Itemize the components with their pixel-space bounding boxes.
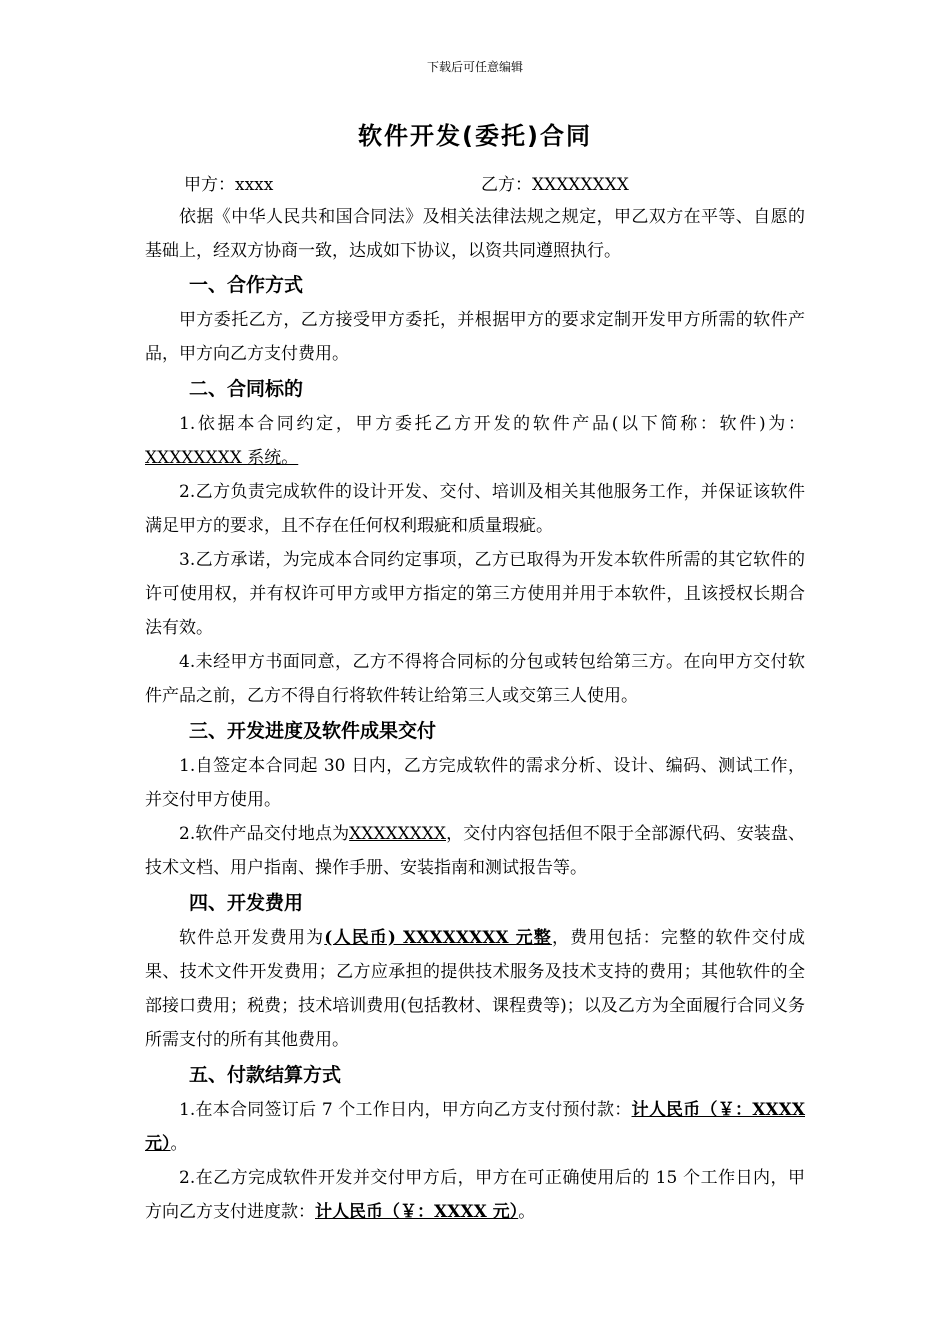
paragraph: 2.乙方负责完成软件的设计开发、交付、培训及相关其他服务工作，并保证该软件满足甲方的要求，且不存在任何权利瑕疵和质量瑕疵。 bbox=[145, 482, 805, 536]
section-payment bbox=[145, 1058, 805, 1229]
paragraph-text: 软件总开发费用为 bbox=[179, 928, 325, 948]
section-heading: 二、合同标的 bbox=[189, 378, 304, 400]
paragraph: 4.未经甲方书面同意，乙方不得将合同标的分包或转包给第三方。在向甲方交付软件产品之前，乙方不得自行将软件转让给第三人或交第三人使用。 bbox=[145, 652, 805, 706]
section-cooperation bbox=[145, 268, 805, 371]
paragraph: 3.乙方承诺，为完成本合同约定事项，乙方已取得为开发本软件所需的其它软件的许可使用权，并有权许可甲方或甲方指定的第三方使用并用于本软件，且该授权长期合法有效。 bbox=[145, 550, 805, 638]
section-heading: 一、合作方式 bbox=[189, 274, 304, 296]
contract-body bbox=[145, 200, 805, 1230]
paragraph-text: 。 bbox=[170, 1134, 188, 1154]
delivery-location-underlined: XXXXXXXX bbox=[349, 824, 446, 844]
preamble: 依据《中华人民共和国合同法》及相关法律法规之规定，甲乙双方在平等、自愿的基础上，经双方协商一致，达成如下协议，以资共同遵照执行。 bbox=[145, 207, 805, 261]
paragraph-text: 1.依据本合同约定，甲方委托乙方开发的软件产品(以下简称：软件)为： bbox=[179, 414, 805, 434]
paragraph-text: 2.在乙方完成软件开发并交付甲方后，甲方在可正确使用后的 15 个工作日内，甲方向乙方支付进度款： bbox=[145, 1168, 805, 1222]
paragraph bbox=[145, 407, 805, 475]
progress-payment-underlined: 计人民币（￥：XXXX 元） bbox=[315, 1202, 519, 1222]
section-heading: 四、开发费用 bbox=[189, 892, 304, 914]
paragraph bbox=[145, 1161, 805, 1229]
party-a: 甲方：xxxx bbox=[184, 175, 274, 195]
paragraph-text: 。 bbox=[518, 1202, 536, 1222]
paragraph bbox=[145, 1093, 805, 1161]
contract-title: 软件开发(委托)合同 bbox=[358, 122, 592, 150]
paragraph: 甲方委托乙方，乙方接受甲方委托，并根据甲方的要求定制开发甲方所需的软件产品，甲方向乙方支付费用。 bbox=[145, 310, 805, 364]
header-note: 下载后可任意编辑 bbox=[426, 60, 523, 74]
section-heading: 三、开发进度及软件成果交付 bbox=[189, 720, 437, 742]
section-fees bbox=[145, 886, 805, 1057]
paragraph: 1.自签定本合同起 30 日内，乙方完成软件的需求分析、设计、编码、测试工作，并交付甲方使用。 bbox=[145, 756, 805, 810]
parties-line bbox=[184, 170, 824, 194]
paragraph bbox=[145, 921, 805, 1057]
paragraph-text: ，费用包括：完整的软件交付成果、技术文件开发费用；乙方应承担的提供技术服务及技术支持的费用；其他软件的全部接口费用；税费；技术培训费用(包括教材、课程费等)；以及乙方为全面履行合同义务所需支付的所有其他费用。 bbox=[145, 928, 806, 1050]
section-heading: 五、付款结算方式 bbox=[189, 1064, 342, 1086]
paragraph-text: 1.在本合同签订后 7 个工作日内，甲方向乙方支付预付款： bbox=[179, 1100, 632, 1120]
section-delivery bbox=[145, 714, 805, 885]
system-name-underlined: XXXXXXXX 系统。 bbox=[145, 448, 299, 468]
section-subject bbox=[145, 372, 805, 713]
prepayment-amount-underlined: 计人民币（￥：XXXX 元） bbox=[145, 1100, 806, 1154]
paragraph bbox=[145, 817, 805, 885]
fee-amount-underlined: (人民币) XXXXXXXX 元整 bbox=[324, 928, 552, 948]
paragraph-text: 2.软件产品交付地点为 bbox=[179, 824, 350, 844]
party-b: 乙方：XXXXXXXX bbox=[481, 175, 629, 195]
paragraph-text: ，交付内容包括但不限于全部源代码、安装盘、技术文档、用户指南、操作手册、安装指南和测试报告等。 bbox=[145, 824, 805, 878]
